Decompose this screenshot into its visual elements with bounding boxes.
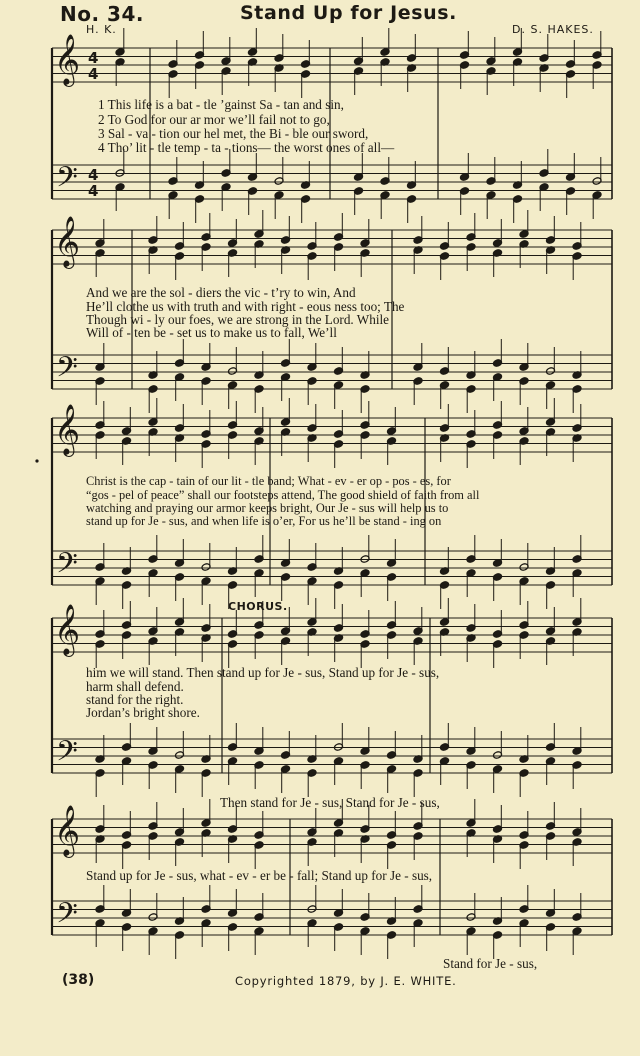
- verse-line: stand up for Je - sus, and when life is o’er, For us he’ll be stand - ing on: [86, 514, 442, 528]
- treble-clef: 𝄞: [54, 604, 81, 655]
- verse-line: Though wi - ly our foes, we are strong in the Lord. While: [86, 312, 389, 327]
- bass-clef: 𝄢: [56, 735, 78, 775]
- verse-line: He’ll clothe us with truth and with right - eous ness too; The: [86, 299, 405, 314]
- page-number: (38): [62, 972, 95, 988]
- verse-line: 4 Tho’ lit - tle temp - ta - tions— the worst ones of all—: [98, 140, 395, 155]
- bass-lyric: Stand for Je - sus,: [443, 956, 538, 971]
- treble-clef: 𝄞: [54, 805, 81, 856]
- verse-line: him we will stand. Then stand up for Je - sus, Stand up for Je - sus,: [86, 665, 440, 680]
- treble-clef: 𝄞: [54, 34, 81, 85]
- time-signature-bottom: 4: [88, 182, 99, 200]
- copyright-notice: Copyrighted 1879, by J. E. WHITE.: [235, 974, 457, 988]
- verse-line: watching and praying our armor keeps bright, Our Je - sus will help us to: [86, 501, 449, 515]
- hymn-number: No. 34.: [60, 2, 144, 26]
- verse-line: 1 This life is a bat - tle ’gainst Sa - tan and sin,: [98, 97, 344, 112]
- bass-clef: 𝄢: [56, 897, 78, 937]
- treble-clef: 𝄞: [54, 216, 81, 267]
- composer-credit: D. S. HAKES.: [512, 23, 594, 36]
- time-signature-top: 4: [88, 166, 99, 184]
- verse-line: “gos - pel of peace” shall our footsteps attend, The good shield of faith from all: [86, 488, 480, 502]
- verse-line: And we are the sol - diers the vic - t’ry to win, And: [86, 285, 356, 300]
- verse-line: Will of - ten be - set us to make us to fall, We’ll: [86, 325, 337, 340]
- verse-line: Stand up for Je - sus, what - ev - er be - fall; Stand up for Je - sus,: [86, 868, 433, 883]
- lyricist-credit: H. K.: [86, 23, 117, 36]
- verse-line: harm shall defend.: [86, 679, 184, 694]
- verse-line: stand for the right.: [86, 692, 184, 707]
- margin-mark: [35, 459, 38, 462]
- verse-line: 2 To God for our ar mor we’ll fail not to go,: [98, 112, 330, 127]
- treble-clef: 𝄞: [54, 404, 81, 455]
- bass-lyric: Then stand for Je - sus, Stand for Je - sus,: [220, 795, 440, 810]
- bass-clef: 𝄢: [56, 547, 78, 587]
- bass-clef: 𝄢: [56, 161, 78, 201]
- verse-line: Jordan’s bright shore.: [86, 705, 200, 720]
- hymn-title: Stand Up for Jesus.: [240, 2, 457, 24]
- bass-clef: 𝄢: [56, 351, 78, 391]
- time-signature-bottom: 4: [88, 65, 99, 83]
- verse-line: Christ is the cap - tain of our lit - tle band; What - ev - er op - pos - es, for: [86, 474, 451, 488]
- verse-line: 3 Sal - va - tion our hel met, the Bi - ble our sword,: [98, 126, 369, 141]
- time-signature-top: 4: [88, 49, 99, 67]
- chorus-label: CHORUS.: [228, 600, 288, 613]
